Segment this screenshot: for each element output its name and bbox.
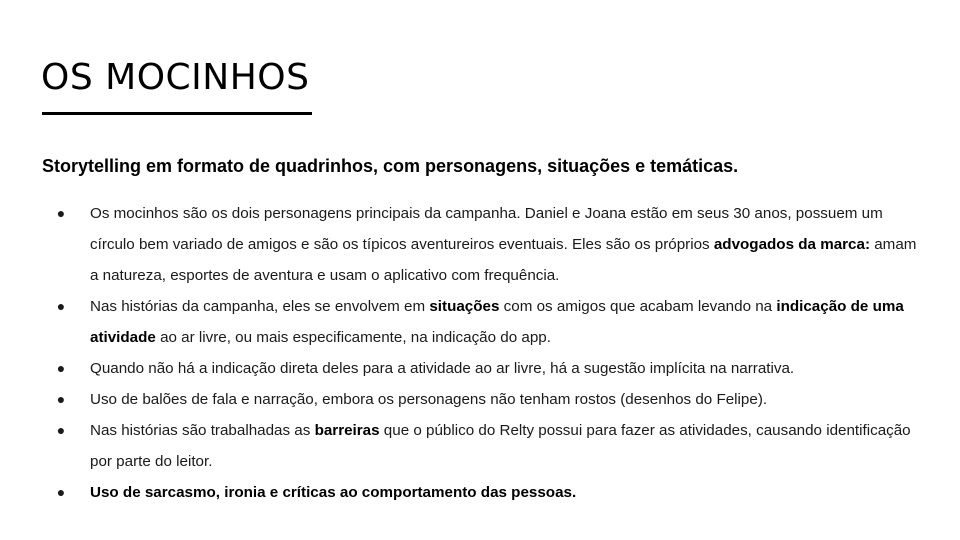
bullet-list xyxy=(42,198,922,508)
bullet-text: com os amigos que acabam levando na xyxy=(499,298,777,315)
bullet-marker: ● xyxy=(56,391,66,407)
bullet-text: Quando não há a indicação direta deles para a atividade ao ar livre, há a sugestão implícita na narrativa. xyxy=(90,360,795,377)
slide-title: OS MOCINHOS xyxy=(41,57,310,98)
bullet-marker: ● xyxy=(56,422,66,438)
bullet-marker: ● xyxy=(56,298,66,314)
bullet-text: ao ar livre, ou mais especificamente, na indicação do app. xyxy=(155,329,551,346)
title-underline xyxy=(42,112,312,115)
bullet-text: que o público do Relty possui para fazer as atividades, causando identificação por parte do leitor. xyxy=(90,422,911,470)
bullet-text: Nas histórias são trabalhadas as xyxy=(90,422,315,439)
bullet-emphasis: advogados da marca: xyxy=(713,236,871,253)
bullet-marker: ● xyxy=(56,360,66,376)
bullet-marker: ● xyxy=(56,484,66,500)
bullet-emphasis: indicação de uma atividade xyxy=(90,298,904,346)
bullet-emphasis: Uso de sarcasmo, ironia e críticas ao comportamento das pessoas. xyxy=(90,484,577,501)
bullet-item xyxy=(42,415,922,477)
bullet-text: Os mocinhos são os dois personagens principais da campanha. Daniel e Joana estão em seus 30 anos, possuem um círculo bem variado de amigos e são os típicos aventureiros eventuais. Eles são os próprios xyxy=(90,205,883,253)
bullet-text: amam a natureza, esportes de aventura e usam o aplicativo com frequência. xyxy=(90,236,917,284)
bullet-marker: ● xyxy=(56,205,66,221)
bullet-item xyxy=(42,477,922,508)
bullet-emphasis: situações xyxy=(429,298,500,315)
bullet-item xyxy=(42,353,922,384)
bullet-text: Uso de balões de fala e narração, embora os personagens não tenham rostos (desenhos do Felipe). xyxy=(90,391,768,408)
bullet-emphasis: barreiras xyxy=(314,422,380,439)
bullet-item xyxy=(42,198,922,291)
bullet-item xyxy=(42,291,922,353)
bullet-item xyxy=(42,384,922,415)
bullet-text: Nas histórias da campanha, eles se envolvem em xyxy=(90,298,430,315)
slide-subtitle: Storytelling em formato de quadrinhos, com personagens, situações e temáticas. xyxy=(42,156,739,176)
